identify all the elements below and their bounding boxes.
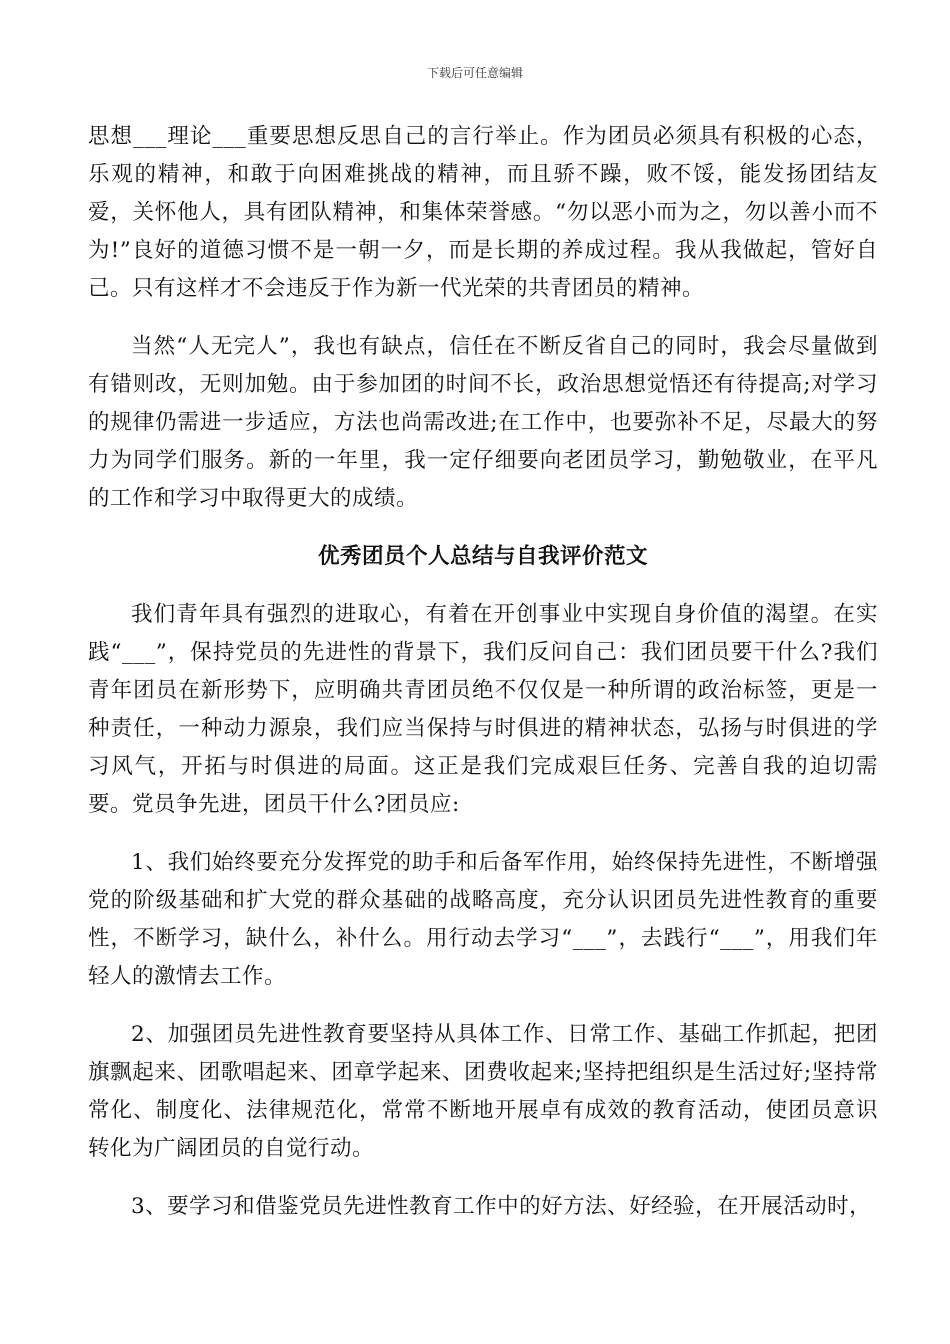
paragraph-4: 1、我们始终要充分发挥党的助手和后备军作用，始终保持先进性，不断增强党的阶级基础和扩大党的群众基础的战略高度，充分认识团员先进性教育的重要性，不断学习，缺什么，补什么。用行动去学习“___”，去践行“___”，用我们年轻人的激情去工作。	[88, 850, 878, 989]
paragraph-6: 3、要学习和借鉴党员先进性教育工作中的好方法、好经验，在开展活动时，	[131, 1194, 872, 1219]
document-body	[88, 118, 878, 1226]
page-header-note: 下载后可任意编辑	[426, 66, 523, 80]
paragraph-2: 当然“人无完人”，我也有缺点，信任在不断反省自己的同时，我会尽量做到有错则改，无则加勉。由于参加团的时间不长，政治思想觉悟还有待提高;对学习的规律仍需进一步适应，方法也尚需改进;在工作中，也要弥补不足，尽最大的努力为同学们服务。新的一年里，我一定仔细要向老团员学习，勤勉敬业，在平凡的工作和学习中取得更大的成绩。	[88, 334, 878, 511]
paragraph-3: 我们青年具有强烈的进取心，有着在开创事业中实现自身价值的渴望。在实践“___”，保持党员的先进性的背景下，我们反问自己：我们团员要干什么?我们青年团员在新形势下，应明确共青团员绝不仅仅是一种所谓的政治标签，更是一种责任，一种动力源泉，我们应当保持与时俱进的精神状态，弘扬与时俱进的学习风气，开拓与时俱进的局面。这正是我们完成艰巨任务、完善自我的迫切需要。党员争先进，团员干什么?团员应:	[88, 602, 878, 817]
section-title: 优秀团员个人总结与自我评价范文	[317, 544, 648, 569]
paragraph-5: 2、加强团员先进性教育要坚持从具体工作、日常工作、基础工作抓起，把团旗飘起来、团歌唱起来、团章学起来、团费收起来;坚持把组织是生活过好;坚持常常化、制度化、法律规范化，常常不断地开展卓有成效的教育活动，使团员意识转化为广阔团员的自觉行动。	[88, 1022, 878, 1161]
paragraph-1: 思想___理论___重要思想反思自己的言行举止。作为团员必须具有积极的心态，乐观的精神，和敢于向困难挑战的精神，而且骄不躁，败不馁，能发扬团结友爱，关怀他人，具有团队精神，和集体荣誉感。“勿以恶小而为之，勿以善小而不为!”良好的道德习惯不是一朝一夕，而是长期的养成过程。我从我做起，管好自己。只有这样才不会违反于作为新一代光荣的共青团员的精神。	[88, 124, 878, 301]
